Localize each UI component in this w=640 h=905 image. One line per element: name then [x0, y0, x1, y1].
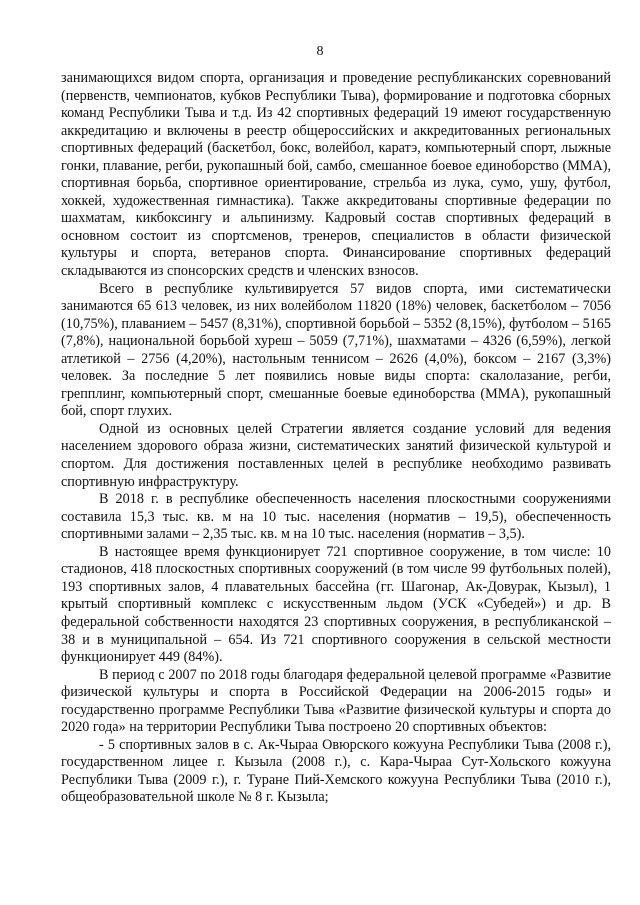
paragraph-federal-program: В период с 2007 по 2018 годы благодаря федеральной целевой программе «Развитие физической культуры и спорта в Российской Федерации на 2006-2015 годы» и государственно программе Республики Тыва «Развитие физической культуры и спорта до 2020 года» на территории Республики Тыва построено 20 спортивных объектов:: [61, 666, 611, 736]
document-body: [61, 70, 611, 807]
list-item-sports-halls: - 5 спортивных залов в с. Ак-Чыраа Овюрского кожууна Республики Тыва (2008 г.), государственном лицее г. Кызыла (2008 г.), с. Кара-Чыраа Сут-Хольского кожууна Республики Тыва (2009 г.), г. Туране Пий-Хемского кожууна Республики Тыва (2010 г.), общеобразовательной школе № 8 г. Кызыла;: [61, 736, 611, 806]
paragraph-sports-facilities: В настоящее время функционирует 721 спортивное сооружение, в том числе: 10 стадионов, 418 плоскостных спортивных сооружений (в том числе 99 футбольных полей), 193 спортивных залов, 4 плавательных бассейна (гг. Шагонар, Ак-Довурак, Кызыл), 1 крытый спортивный комплекс с искусственным льдом (УСК «Субедей») и др. В федеральной собственности находятся 23 спортивных сооружения, в республиканской – 38 и в муниципальной – 654. Из 721 спортивного сооружения в сельской местности функционирует 449 (84%).: [61, 543, 611, 666]
page-number: 8: [316, 44, 324, 59]
paragraph-strategy-goals: Одной из основных целей Стратегии является создание условий для ведения населением здорового образа жизни, систематических занятий физической культурой и спортом. Для достижения поставленных целей в республике необходимо развивать спортивную инфраструктуру.: [61, 420, 611, 490]
paragraph-sports-kinds: Всего в республике культивируется 57 видов спорта, ими систематически занимаются 65 613 человек, из них волейболом 11820 (18%) человек, баскетболом – 7056 (10,75%), плаванием – 5457 (8,31%), спортивной борьбой – 5352 (8,15%), футболом – 5165 (7,8%), национальной борьбой хуреш – 5059 (7,71%), шахматами – 4326 (6,59%), легкой атлетикой – 2756 (4,20%), настольным теннисом – 2626 (4,0%), боксом – 2167 (3,3%) человек. За последние 5 лет появились новые виды спорта: скалолазание, регби, грепплинг, компьютерный спорт, смешанные боевые единоборства (ММА), рукопашный бой, спорт глухих.: [61, 280, 611, 420]
paragraph-sports-federations: занимающихся видом спорта, организация и проведение республиканских соревнований (первенств, чемпионатов, кубков Республики Тыва), формирование и подготовка сборных команд Республики Тыва и т.д. Из 42 спортивных федераций 19 имеют государственную аккредитацию и включены в реестр общероссийских и аккредитованных региональных спортивных федераций (баскетбол, бокс, волейбол, каратэ, компьютерный спорт, лыжные гонки, плавание, регби, рукопашный бой, самбо, смешанное боевое единоборство (ММА), спортивная борьба, спортивное ориентирование, стрельба из лука, сумо, ушу, футбол, хоккей, художественная гимнастика). Также аккредитованы спортивные федерации по шахматам, кикбоксингу и альпинизму. Кадровый состав спортивных федераций в основном состоит из спортсменов, тренеров, специалистов в области физической культуры и спорта, ветеранов спорта. Финансирование спортивных федераций складываются из спонсорских средств и членских взносов.: [61, 70, 611, 280]
paragraph-provision-2018: В 2018 г. в республике обеспеченность населения плоскостными сооружениями составила 15,3 тыс. кв. м на 10 тыс. населения (норматив – 19,5), обеспеченность спортивными залами – 2,35 тыс. кв. м на 10 тыс. населения (норматив – 3,5).: [61, 491, 611, 543]
